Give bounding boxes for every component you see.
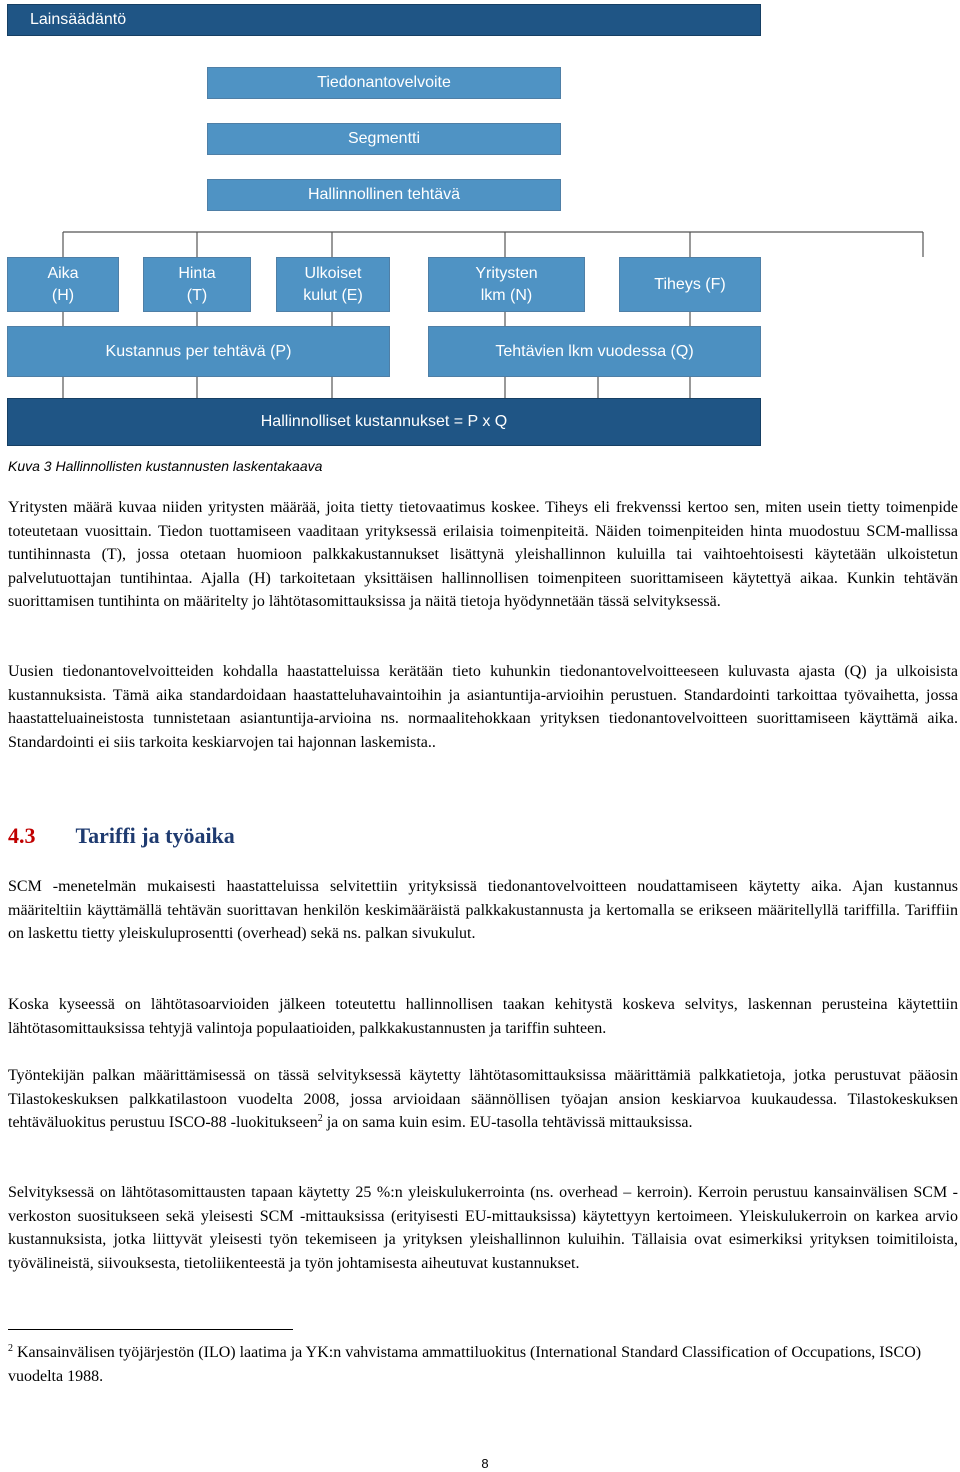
segment-box: Segmentti — [207, 123, 561, 155]
paragraph-2: Uusien tiedonantovelvoitteiden kohdalla haastatteluissa kerätään tieto kuhunkin tiedonantovelvoitteeseen kuluvasta ajasta (Q) ja ulkoisista kustannuksista. Tämä aika standardoidaan haastatteluhavaintoihin ja asiantuntija-arvioihin perustuen. Standardointi tarkoittaa työvaihetta, jossa haastatteluaineistosta tunnistetaan asiantuntija-arvioina ns. normaalitehokkaan yrityksen tiedonantovelvoitteen suorittamiseen käyttämä aika. Standardointi ei siis tarkoita keskiarvojen tai hajonnan laskemista.. — [8, 663, 958, 751]
factor-company-count-box: Yritysten lkm (N) — [428, 257, 585, 312]
cost-formula-diagram — [0, 0, 960, 450]
paragraph-5 — [8, 1064, 958, 1135]
factor-time-box: Aika (H) — [7, 257, 119, 312]
paragraph-6: Selvityksessä on lähtötasomittausten tapaan käytetty 25 %:n yleiskulukerrointa (ns. overhead – kerroin). Kerroin perustuu kansainvälisen SCM -verkoston suositukseen sekä yleisesti SCM -mittauksissa (erityisesti EU-mittauksissa) käytettyyn kertoimeen. Yleiskulukerroin on karkea arvio kustannuksista, jotka liittyvät yleisesti työn tekemiseen ja yrityksen yleishallinnon kuluihin. Tällaisia ovat esimerkiksi yrityksen toimitiloista, työvälineistä, siivouksesta, tietoliikenteestä ja työn johtamisesta aiheutuvat kustannukset. — [8, 1184, 958, 1272]
cost-per-task-box: Kustannus per tehtävä (P) — [7, 326, 390, 377]
admin-task-box: Hallinnollinen tehtävä — [207, 179, 561, 211]
page-number: 8 — [481, 1456, 489, 1471]
section-title: Tariffi ja työaika — [75, 823, 235, 848]
legislation-box: Lainsäädäntö — [7, 4, 761, 36]
paragraph-1: Yritysten määrä kuvaa niiden yritysten määrää, joita tietty tietovaatimus koskee. Tiheys eli frekvenssi kertoo sen, miten usein tietty toimenpide toteutetaan vuosittain. Tiedon tuottamiseen vaaditaan yrityksessä erilaisia toimenpiteitä. Näiden toimenpiteiden hinta muodostuu SCM-mallissa tuntihinnasta (T), jossa otetaan huomioon palkkakustannukset lisättynä yleishallinnon kuluilla tai vaihtoehtoisesti käytetään ulkoistetun palvelutuottajan tuntihintaa. Ajalla (H) tarkoitetaan yksittäisen hallinnollisen toimenpiteen suorittamiseen käytettyä aikaa. Kunkin tehtävän suorittamisen tuntihinta on määritelty jo lähtötasomittauksissa ja näitä tietoja hyödynnetään tässä selvityksessä. — [8, 499, 958, 610]
footnote-divider — [8, 1329, 293, 1330]
paragraph-4: Koska kyseessä on lähtötasoarvioiden jälkeen toteutettu hallinnollisen taakan kehitystä koskeva selvitys, laskennan perusteina käytettiin lähtötasomittauksissa tehtyjä valintoja populaatioiden, palkkakustannusten ja tariffin suhteen. — [8, 996, 958, 1037]
footnote-text: Kansainvälisen työjärjestön (ILO) laatima ja YK:n vahvistama ammattiluokitus (International Standard Classification of Occupations, ISCO) vuodelta 1988. — [8, 1344, 922, 1385]
section-heading — [8, 823, 235, 849]
footnote-number: 2 — [8, 1343, 13, 1354]
paragraph-3: SCM -menetelmän mukaisesti haastatteluissa selvitettiin yrityksissä tiedonantovelvoitteen noudattamiseen käytetty aika. Ajan kustannus määriteltiin käyttämällä tehtävän suorittavan henkilön keskimääräistä palkkakustannusta ja kertomalla se erikseen määritellyllä tariffilla. Tariffiin on laskettu tietty yleiskuluprosentti (overhead) sekä ns. palkan sivukulut. — [8, 878, 958, 942]
paragraph-5-text: Työntekijän palkan määrittämisessä on tässä selvityksessä käytetty lähtötasomittauksissa määrittämiä palkkatietoja, jotka perustuvat pääosin Tilastokeskuksen palkkatilastoon vuodelta 2008, jossa arvioidaan säännöllisen työajan ansion keskiarvoa kuukaudessa. Tilastokeskuksen tehtäväluokitus perustuu ISCO-88 -luokitukseen — [8, 1067, 958, 1131]
task-count-box: Tehtävien lkm vuodessa (Q) — [428, 326, 761, 377]
admin-costs-box: Hallinnolliset kustannukset = P x Q — [7, 398, 761, 446]
paragraph-5-text-end: ja on sama kuin esim. EU-tasolla tehtävissä mittauksissa. — [322, 1114, 693, 1131]
factor-price-box: Hinta (T) — [143, 257, 251, 312]
info-obligation-box: Tiedonantovelvoite — [207, 67, 561, 99]
footnote-reference: 2 — [317, 1113, 323, 1124]
section-number: 4.3 — [8, 823, 36, 848]
figure-caption: Kuva 3 Hallinnollisten kustannusten laskentakaava — [8, 458, 323, 474]
footnote — [8, 1341, 958, 1388]
factor-frequency-box: Tiheys (F) — [619, 257, 761, 312]
factor-external-costs-box: Ulkoiset kulut (E) — [276, 257, 390, 312]
